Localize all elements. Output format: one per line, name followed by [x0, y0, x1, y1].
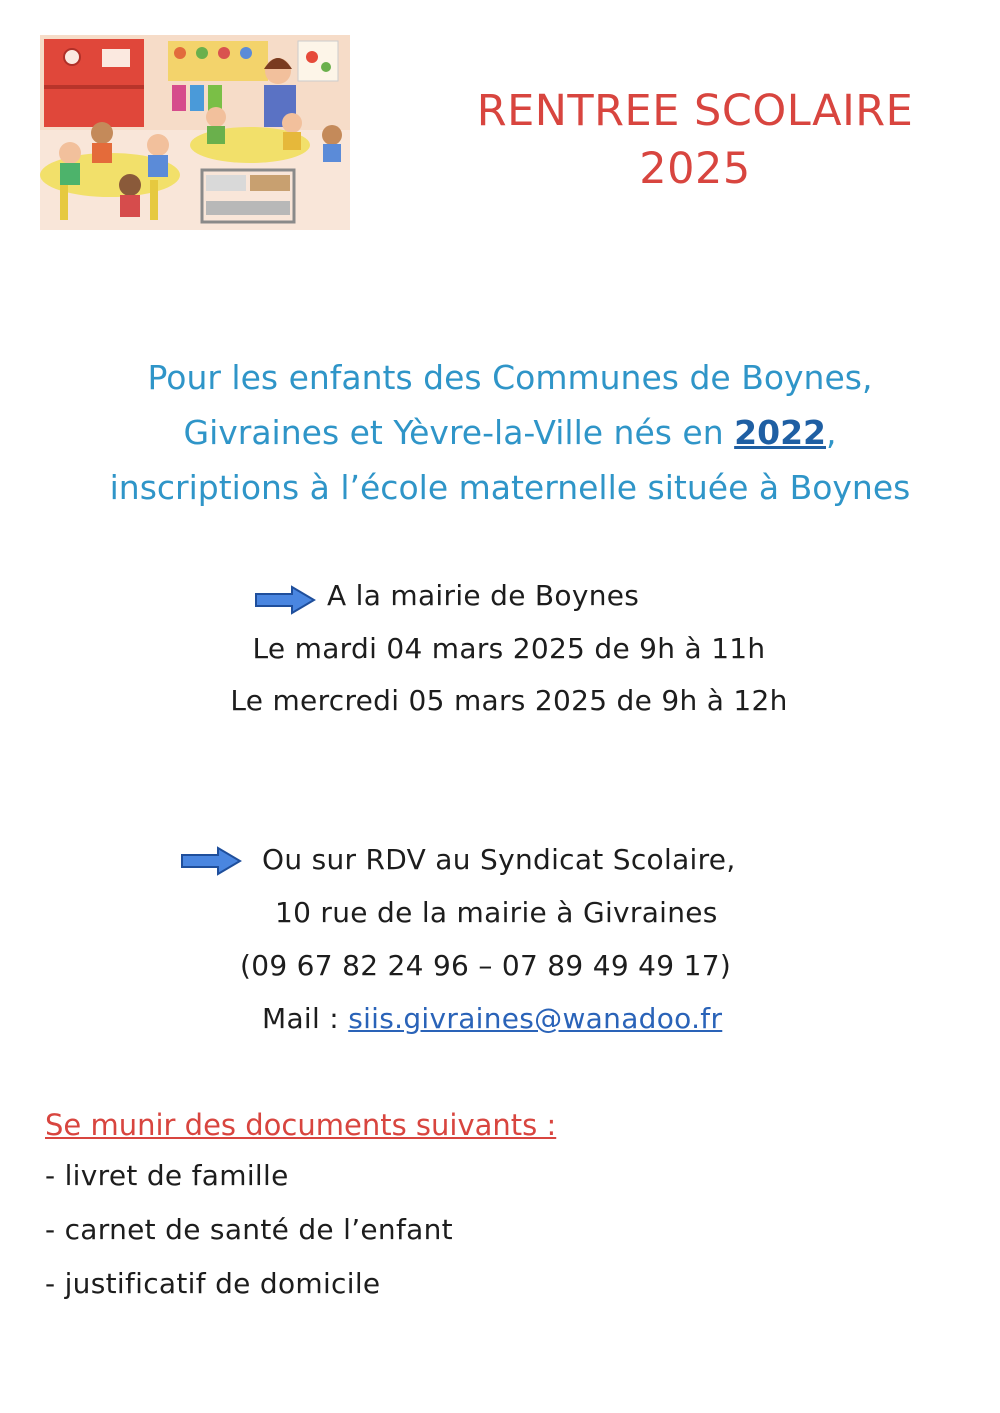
poster-title — [440, 82, 950, 198]
mairie-heading: A la mairie de Boynes — [327, 579, 640, 612]
documents-title: Se munir des documents suivants : — [45, 1108, 557, 1142]
document-item: - livret de famille — [45, 1159, 289, 1192]
school-canteen-illustration — [40, 35, 350, 230]
mail-label: Mail : — [262, 1002, 349, 1035]
syndicat-phones: (09 67 82 24 96 – 07 89 49 49 17) — [240, 949, 732, 982]
document-item: - carnet de santé de l’enfant — [45, 1213, 453, 1246]
title-year: 2025 — [639, 144, 751, 194]
syndicat-mail — [262, 1001, 722, 1037]
birth-year: 2022 — [734, 413, 826, 452]
right-arrow-icon — [180, 846, 242, 876]
intro-line-2-end: , — [826, 413, 837, 452]
mairie-slot-1: Le mardi 04 mars 2025 de 9h à 11h — [252, 632, 766, 665]
intro-line-3: inscriptions à l’école maternelle située à Boynes — [109, 468, 911, 507]
intro-line-1: Pour les enfants des Communes de Boynes, — [147, 358, 873, 397]
mairie-slot-2: Le mercredi 05 mars 2025 de 9h à 12h — [230, 684, 788, 717]
syndicat-address: 10 rue de la mairie à Givraines — [275, 896, 718, 929]
document-item: - justificatif de domicile — [45, 1267, 381, 1300]
right-arrow-icon — [254, 585, 316, 615]
syndicat-heading: Ou sur RDV au Syndicat Scolaire, — [262, 843, 736, 876]
mail-link[interactable]: siis.givraines@wanadoo.fr — [348, 1002, 723, 1035]
intro-paragraph — [20, 350, 1000, 515]
intro-line-2 — [20, 405, 1000, 460]
intro-line-2-text: Givraines et Yèvre-la-Ville nés en — [183, 413, 735, 452]
title-line-1: RENTREE SCOLAIRE — [476, 86, 914, 136]
